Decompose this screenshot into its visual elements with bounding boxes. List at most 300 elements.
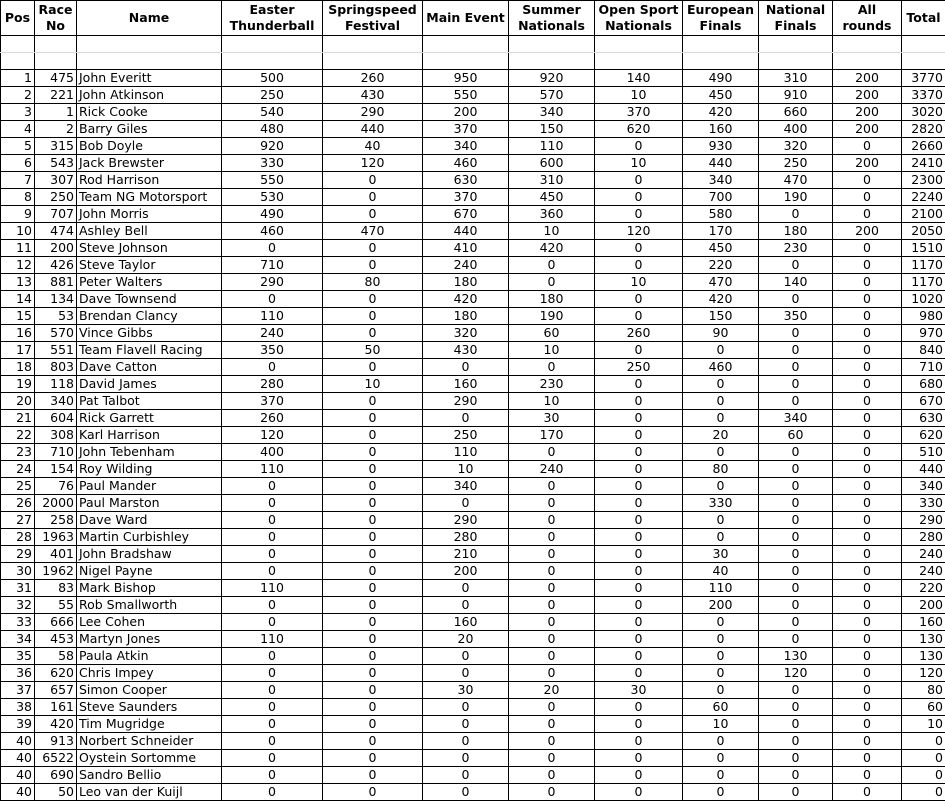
cell-european-finals[interactable]: 0 <box>683 614 759 631</box>
cell-race-no[interactable]: 134 <box>35 291 77 308</box>
cell-race-no[interactable]: 881 <box>35 274 77 291</box>
cell-springspeed-festival[interactable]: 0 <box>323 563 423 580</box>
cell-pos[interactable]: 26 <box>1 495 35 512</box>
cell-total[interactable]: 2820 <box>902 121 945 138</box>
cell-national-finals[interactable]: 230 <box>759 240 833 257</box>
cell-summer-nationals[interactable]: 20 <box>509 682 595 699</box>
cell-european-finals[interactable]: 200 <box>683 597 759 614</box>
cell-national-finals[interactable]: 0 <box>759 580 833 597</box>
cell-european-finals[interactable]: 160 <box>683 121 759 138</box>
cell-open-sport-nationals[interactable]: 0 <box>595 631 683 648</box>
cell-all-rounds[interactable]: 0 <box>833 444 902 461</box>
cell-national-finals[interactable]: 910 <box>759 87 833 104</box>
cell-european-finals[interactable]: 0 <box>683 393 759 410</box>
cell-easter-thunderball[interactable]: 260 <box>222 410 323 427</box>
cell-easter-thunderball[interactable]: 330 <box>222 155 323 172</box>
cell-main-event[interactable]: 0 <box>423 410 509 427</box>
cell-european-finals[interactable]: 90 <box>683 325 759 342</box>
cell-springspeed-festival[interactable]: 120 <box>323 155 423 172</box>
cell-name[interactable]: Karl Harrison <box>77 427 222 444</box>
header-summer-nationals[interactable]: Summer Nationals <box>509 1 595 36</box>
blank-cell[interactable] <box>323 53 423 70</box>
cell-main-event[interactable]: 180 <box>423 274 509 291</box>
cell-easter-thunderball[interactable]: 0 <box>222 495 323 512</box>
cell-open-sport-nationals[interactable]: 0 <box>595 138 683 155</box>
cell-all-rounds[interactable]: 0 <box>833 767 902 784</box>
cell-total[interactable]: 670 <box>902 393 945 410</box>
cell-national-finals[interactable]: 0 <box>759 257 833 274</box>
cell-national-finals[interactable]: 320 <box>759 138 833 155</box>
cell-pos[interactable]: 14 <box>1 291 35 308</box>
cell-easter-thunderball[interactable]: 0 <box>222 546 323 563</box>
cell-all-rounds[interactable]: 0 <box>833 393 902 410</box>
cell-race-no[interactable]: 803 <box>35 359 77 376</box>
cell-name[interactable]: Vince Gibbs <box>77 325 222 342</box>
cell-race-no[interactable]: 570 <box>35 325 77 342</box>
cell-european-finals[interactable]: 0 <box>683 784 759 801</box>
cell-open-sport-nationals[interactable]: 0 <box>595 206 683 223</box>
cell-easter-thunderball[interactable]: 0 <box>222 699 323 716</box>
cell-name[interactable]: Leo van der Kuijl <box>77 784 222 801</box>
cell-easter-thunderball[interactable]: 490 <box>222 206 323 223</box>
cell-national-finals[interactable]: 0 <box>759 512 833 529</box>
cell-race-no[interactable]: 474 <box>35 223 77 240</box>
cell-total[interactable]: 330 <box>902 495 945 512</box>
cell-open-sport-nationals[interactable]: 0 <box>595 495 683 512</box>
cell-race-no[interactable]: 1962 <box>35 563 77 580</box>
cell-springspeed-festival[interactable]: 0 <box>323 750 423 767</box>
cell-total[interactable]: 220 <box>902 580 945 597</box>
cell-springspeed-festival[interactable]: 10 <box>323 376 423 393</box>
cell-pos[interactable]: 3 <box>1 104 35 121</box>
cell-pos[interactable]: 37 <box>1 682 35 699</box>
cell-easter-thunderball[interactable]: 540 <box>222 104 323 121</box>
cell-national-finals[interactable]: 0 <box>759 614 833 631</box>
cell-easter-thunderball[interactable]: 370 <box>222 393 323 410</box>
cell-pos[interactable]: 38 <box>1 699 35 716</box>
cell-easter-thunderball[interactable]: 0 <box>222 665 323 682</box>
cell-european-finals[interactable]: 30 <box>683 546 759 563</box>
cell-pos[interactable]: 8 <box>1 189 35 206</box>
cell-main-event[interactable]: 20 <box>423 631 509 648</box>
blank-cell[interactable] <box>509 36 595 53</box>
cell-all-rounds[interactable]: 0 <box>833 138 902 155</box>
cell-national-finals[interactable]: 140 <box>759 274 833 291</box>
blank-cell[interactable] <box>833 36 902 53</box>
cell-summer-nationals[interactable]: 0 <box>509 597 595 614</box>
cell-all-rounds[interactable]: 0 <box>833 172 902 189</box>
cell-all-rounds[interactable]: 0 <box>833 410 902 427</box>
cell-all-rounds[interactable]: 0 <box>833 461 902 478</box>
cell-main-event[interactable]: 630 <box>423 172 509 189</box>
blank-cell[interactable] <box>35 36 77 53</box>
header-springspeed-festival[interactable]: Springspeed Festival <box>323 1 423 36</box>
cell-pos[interactable]: 30 <box>1 563 35 580</box>
cell-main-event[interactable]: 290 <box>423 393 509 410</box>
cell-total[interactable]: 510 <box>902 444 945 461</box>
cell-name[interactable]: Dave Catton <box>77 359 222 376</box>
cell-summer-nationals[interactable]: 180 <box>509 291 595 308</box>
cell-all-rounds[interactable]: 0 <box>833 614 902 631</box>
cell-name[interactable]: Martin Curbishley <box>77 529 222 546</box>
cell-easter-thunderball[interactable]: 460 <box>222 223 323 240</box>
cell-name[interactable]: Oystein Sortomme <box>77 750 222 767</box>
cell-all-rounds[interactable]: 200 <box>833 155 902 172</box>
cell-european-finals[interactable]: 0 <box>683 342 759 359</box>
cell-national-finals[interactable]: 0 <box>759 784 833 801</box>
cell-all-rounds[interactable]: 0 <box>833 206 902 223</box>
cell-pos[interactable]: 20 <box>1 393 35 410</box>
cell-open-sport-nationals[interactable]: 0 <box>595 665 683 682</box>
cell-easter-thunderball[interactable]: 480 <box>222 121 323 138</box>
cell-open-sport-nationals[interactable]: 0 <box>595 172 683 189</box>
cell-name[interactable]: Steve Taylor <box>77 257 222 274</box>
cell-open-sport-nationals[interactable]: 0 <box>595 393 683 410</box>
cell-name[interactable]: John Tebenham <box>77 444 222 461</box>
cell-main-event[interactable]: 440 <box>423 223 509 240</box>
cell-race-no[interactable]: 76 <box>35 478 77 495</box>
cell-main-event[interactable]: 200 <box>423 563 509 580</box>
cell-summer-nationals[interactable]: 0 <box>509 444 595 461</box>
cell-summer-nationals[interactable]: 170 <box>509 427 595 444</box>
cell-race-no[interactable]: 1963 <box>35 529 77 546</box>
cell-all-rounds[interactable]: 0 <box>833 359 902 376</box>
cell-national-finals[interactable]: 0 <box>759 750 833 767</box>
cell-main-event[interactable]: 340 <box>423 138 509 155</box>
cell-easter-thunderball[interactable]: 530 <box>222 189 323 206</box>
cell-pos[interactable]: 16 <box>1 325 35 342</box>
cell-summer-nationals[interactable]: 0 <box>509 529 595 546</box>
cell-race-no[interactable]: 604 <box>35 410 77 427</box>
cell-name[interactable]: Rob Smallworth <box>77 597 222 614</box>
cell-european-finals[interactable]: 0 <box>683 529 759 546</box>
cell-open-sport-nationals[interactable]: 0 <box>595 189 683 206</box>
cell-national-finals[interactable]: 0 <box>759 444 833 461</box>
cell-european-finals[interactable]: 0 <box>683 750 759 767</box>
cell-all-rounds[interactable]: 0 <box>833 478 902 495</box>
cell-race-no[interactable]: 154 <box>35 461 77 478</box>
cell-pos[interactable]: 2 <box>1 87 35 104</box>
cell-all-rounds[interactable]: 0 <box>833 750 902 767</box>
cell-european-finals[interactable]: 60 <box>683 699 759 716</box>
cell-pos[interactable]: 1 <box>1 70 35 87</box>
cell-race-no[interactable]: 53 <box>35 308 77 325</box>
cell-total[interactable]: 3370 <box>902 87 945 104</box>
cell-easter-thunderball[interactable]: 110 <box>222 461 323 478</box>
cell-easter-thunderball[interactable]: 350 <box>222 342 323 359</box>
cell-all-rounds[interactable]: 0 <box>833 189 902 206</box>
cell-total[interactable]: 840 <box>902 342 945 359</box>
blank-cell[interactable] <box>595 36 683 53</box>
cell-all-rounds[interactable]: 0 <box>833 597 902 614</box>
cell-national-finals[interactable]: 0 <box>759 546 833 563</box>
cell-springspeed-festival[interactable]: 0 <box>323 359 423 376</box>
cell-race-no[interactable]: 308 <box>35 427 77 444</box>
blank-cell[interactable] <box>1 53 35 70</box>
cell-main-event[interactable]: 0 <box>423 495 509 512</box>
cell-open-sport-nationals[interactable]: 0 <box>595 427 683 444</box>
cell-all-rounds[interactable]: 0 <box>833 325 902 342</box>
cell-open-sport-nationals[interactable]: 0 <box>595 512 683 529</box>
cell-all-rounds[interactable]: 0 <box>833 716 902 733</box>
cell-total[interactable]: 2240 <box>902 189 945 206</box>
cell-summer-nationals[interactable]: 230 <box>509 376 595 393</box>
cell-european-finals[interactable]: 450 <box>683 87 759 104</box>
cell-national-finals[interactable]: 0 <box>759 393 833 410</box>
cell-open-sport-nationals[interactable]: 0 <box>595 597 683 614</box>
header-total[interactable]: Total <box>902 1 945 36</box>
header-pos[interactable]: Pos <box>1 1 35 36</box>
cell-race-no[interactable]: 258 <box>35 512 77 529</box>
cell-easter-thunderball[interactable]: 120 <box>222 427 323 444</box>
cell-main-event[interactable]: 460 <box>423 155 509 172</box>
cell-open-sport-nationals[interactable]: 0 <box>595 478 683 495</box>
cell-national-finals[interactable]: 470 <box>759 172 833 189</box>
cell-european-finals[interactable]: 490 <box>683 70 759 87</box>
cell-total[interactable]: 160 <box>902 614 945 631</box>
cell-main-event[interactable]: 290 <box>423 512 509 529</box>
cell-total[interactable]: 3020 <box>902 104 945 121</box>
cell-easter-thunderball[interactable]: 0 <box>222 478 323 495</box>
cell-all-rounds[interactable]: 0 <box>833 699 902 716</box>
cell-summer-nationals[interactable]: 0 <box>509 614 595 631</box>
cell-main-event[interactable]: 0 <box>423 648 509 665</box>
cell-open-sport-nationals[interactable]: 0 <box>595 699 683 716</box>
cell-total[interactable]: 0 <box>902 767 945 784</box>
cell-easter-thunderball[interactable]: 280 <box>222 376 323 393</box>
cell-name[interactable]: Bob Doyle <box>77 138 222 155</box>
cell-race-no[interactable]: 420 <box>35 716 77 733</box>
cell-all-rounds[interactable]: 0 <box>833 257 902 274</box>
cell-national-finals[interactable]: 400 <box>759 121 833 138</box>
cell-summer-nationals[interactable]: 0 <box>509 665 595 682</box>
cell-springspeed-festival[interactable]: 0 <box>323 529 423 546</box>
cell-open-sport-nationals[interactable]: 0 <box>595 240 683 257</box>
cell-race-no[interactable]: 620 <box>35 665 77 682</box>
cell-race-no[interactable]: 913 <box>35 733 77 750</box>
cell-name[interactable]: Nigel Payne <box>77 563 222 580</box>
cell-total[interactable]: 240 <box>902 563 945 580</box>
cell-springspeed-festival[interactable]: 0 <box>323 172 423 189</box>
cell-springspeed-festival[interactable]: 80 <box>323 274 423 291</box>
cell-race-no[interactable]: 250 <box>35 189 77 206</box>
cell-total[interactable]: 710 <box>902 359 945 376</box>
header-open-sport-nationals[interactable]: Open Sport Nationals <box>595 1 683 36</box>
blank-cell[interactable] <box>683 36 759 53</box>
cell-total[interactable]: 630 <box>902 410 945 427</box>
cell-european-finals[interactable]: 0 <box>683 648 759 665</box>
cell-name[interactable]: John Morris <box>77 206 222 223</box>
cell-total[interactable]: 2300 <box>902 172 945 189</box>
cell-main-event[interactable]: 420 <box>423 291 509 308</box>
cell-european-finals[interactable]: 340 <box>683 172 759 189</box>
cell-total[interactable]: 1170 <box>902 257 945 274</box>
cell-pos[interactable]: 10 <box>1 223 35 240</box>
cell-all-rounds[interactable]: 0 <box>833 529 902 546</box>
cell-name[interactable]: Ashley Bell <box>77 223 222 240</box>
cell-easter-thunderball[interactable]: 0 <box>222 750 323 767</box>
cell-summer-nationals[interactable]: 0 <box>509 495 595 512</box>
cell-european-finals[interactable]: 460 <box>683 359 759 376</box>
cell-main-event[interactable]: 160 <box>423 614 509 631</box>
cell-all-rounds[interactable]: 0 <box>833 648 902 665</box>
cell-total[interactable]: 680 <box>902 376 945 393</box>
cell-total[interactable]: 970 <box>902 325 945 342</box>
cell-pos[interactable]: 23 <box>1 444 35 461</box>
cell-all-rounds[interactable]: 200 <box>833 87 902 104</box>
cell-open-sport-nationals[interactable]: 10 <box>595 274 683 291</box>
cell-name[interactable]: Jack Brewster <box>77 155 222 172</box>
cell-european-finals[interactable]: 580 <box>683 206 759 223</box>
cell-european-finals[interactable]: 170 <box>683 223 759 240</box>
cell-pos[interactable]: 21 <box>1 410 35 427</box>
cell-open-sport-nationals[interactable]: 0 <box>595 308 683 325</box>
cell-pos[interactable]: 27 <box>1 512 35 529</box>
cell-european-finals[interactable]: 930 <box>683 138 759 155</box>
cell-national-finals[interactable]: 340 <box>759 410 833 427</box>
cell-springspeed-festival[interactable]: 290 <box>323 104 423 121</box>
cell-easter-thunderball[interactable]: 0 <box>222 784 323 801</box>
cell-pos[interactable]: 40 <box>1 733 35 750</box>
cell-european-finals[interactable]: 450 <box>683 240 759 257</box>
cell-all-rounds[interactable]: 0 <box>833 580 902 597</box>
cell-open-sport-nationals[interactable]: 0 <box>595 257 683 274</box>
cell-pos[interactable]: 18 <box>1 359 35 376</box>
cell-main-event[interactable]: 0 <box>423 699 509 716</box>
cell-springspeed-festival[interactable]: 470 <box>323 223 423 240</box>
cell-total[interactable]: 130 <box>902 648 945 665</box>
cell-springspeed-festival[interactable]: 0 <box>323 682 423 699</box>
cell-summer-nationals[interactable]: 420 <box>509 240 595 257</box>
cell-national-finals[interactable]: 0 <box>759 359 833 376</box>
blank-cell[interactable] <box>833 53 902 70</box>
cell-summer-nationals[interactable]: 190 <box>509 308 595 325</box>
cell-springspeed-festival[interactable]: 0 <box>323 580 423 597</box>
cell-summer-nationals[interactable]: 570 <box>509 87 595 104</box>
cell-name[interactable]: Steve Johnson <box>77 240 222 257</box>
cell-total[interactable]: 2050 <box>902 223 945 240</box>
cell-race-no[interactable]: 161 <box>35 699 77 716</box>
cell-main-event[interactable]: 370 <box>423 189 509 206</box>
cell-name[interactable]: John Atkinson <box>77 87 222 104</box>
cell-european-finals[interactable]: 40 <box>683 563 759 580</box>
cell-pos[interactable]: 12 <box>1 257 35 274</box>
cell-total[interactable]: 2660 <box>902 138 945 155</box>
cell-open-sport-nationals[interactable]: 30 <box>595 682 683 699</box>
cell-race-no[interactable]: 118 <box>35 376 77 393</box>
cell-easter-thunderball[interactable]: 110 <box>222 631 323 648</box>
cell-pos[interactable]: 19 <box>1 376 35 393</box>
cell-race-no[interactable]: 200 <box>35 240 77 257</box>
cell-main-event[interactable]: 180 <box>423 308 509 325</box>
cell-pos[interactable]: 5 <box>1 138 35 155</box>
cell-open-sport-nationals[interactable]: 0 <box>595 529 683 546</box>
cell-race-no[interactable]: 307 <box>35 172 77 189</box>
cell-national-finals[interactable]: 0 <box>759 716 833 733</box>
cell-all-rounds[interactable]: 200 <box>833 223 902 240</box>
cell-race-no[interactable]: 401 <box>35 546 77 563</box>
cell-european-finals[interactable]: 470 <box>683 274 759 291</box>
cell-easter-thunderball[interactable]: 0 <box>222 767 323 784</box>
cell-springspeed-festival[interactable]: 0 <box>323 597 423 614</box>
cell-easter-thunderball[interactable]: 0 <box>222 648 323 665</box>
cell-easter-thunderball[interactable]: 0 <box>222 733 323 750</box>
cell-open-sport-nationals[interactable]: 0 <box>595 648 683 665</box>
cell-european-finals[interactable]: 110 <box>683 580 759 597</box>
cell-springspeed-festival[interactable]: 0 <box>323 716 423 733</box>
cell-european-finals[interactable]: 150 <box>683 308 759 325</box>
cell-easter-thunderball[interactable]: 920 <box>222 138 323 155</box>
cell-easter-thunderball[interactable]: 0 <box>222 614 323 631</box>
cell-pos[interactable]: 25 <box>1 478 35 495</box>
cell-main-event[interactable]: 0 <box>423 716 509 733</box>
cell-summer-nationals[interactable]: 0 <box>509 563 595 580</box>
cell-springspeed-festival[interactable]: 0 <box>323 512 423 529</box>
cell-summer-nationals[interactable]: 0 <box>509 512 595 529</box>
cell-national-finals[interactable]: 0 <box>759 495 833 512</box>
cell-open-sport-nationals[interactable]: 10 <box>595 87 683 104</box>
cell-easter-thunderball[interactable]: 0 <box>222 240 323 257</box>
cell-national-finals[interactable]: 310 <box>759 70 833 87</box>
cell-summer-nationals[interactable]: 0 <box>509 546 595 563</box>
cell-summer-nationals[interactable]: 600 <box>509 155 595 172</box>
cell-name[interactable]: Sandro Bellio <box>77 767 222 784</box>
cell-easter-thunderball[interactable]: 710 <box>222 257 323 274</box>
cell-main-event[interactable]: 410 <box>423 240 509 257</box>
cell-name[interactable]: Paula Atkin <box>77 648 222 665</box>
blank-cell[interactable] <box>759 36 833 53</box>
cell-summer-nationals[interactable]: 310 <box>509 172 595 189</box>
blank-cell[interactable] <box>683 53 759 70</box>
cell-summer-nationals[interactable]: 0 <box>509 648 595 665</box>
cell-all-rounds[interactable]: 200 <box>833 121 902 138</box>
cell-pos[interactable]: 15 <box>1 308 35 325</box>
cell-springspeed-festival[interactable]: 0 <box>323 546 423 563</box>
cell-national-finals[interactable]: 130 <box>759 648 833 665</box>
cell-total[interactable]: 1020 <box>902 291 945 308</box>
cell-all-rounds[interactable]: 0 <box>833 631 902 648</box>
cell-main-event[interactable]: 0 <box>423 359 509 376</box>
blank-cell[interactable] <box>1 36 35 53</box>
cell-pos[interactable]: 29 <box>1 546 35 563</box>
blank-cell[interactable] <box>77 36 222 53</box>
cell-easter-thunderball[interactable]: 110 <box>222 308 323 325</box>
blank-cell[interactable] <box>323 36 423 53</box>
cell-european-finals[interactable]: 0 <box>683 376 759 393</box>
cell-summer-nationals[interactable]: 150 <box>509 121 595 138</box>
cell-springspeed-festival[interactable]: 0 <box>323 461 423 478</box>
cell-pos[interactable]: 32 <box>1 597 35 614</box>
cell-race-no[interactable]: 657 <box>35 682 77 699</box>
cell-main-event[interactable]: 210 <box>423 546 509 563</box>
header-all-rounds[interactable]: All rounds <box>833 1 902 36</box>
cell-summer-nationals[interactable]: 10 <box>509 393 595 410</box>
cell-european-finals[interactable]: 0 <box>683 478 759 495</box>
cell-open-sport-nationals[interactable]: 0 <box>595 546 683 563</box>
cell-easter-thunderball[interactable]: 0 <box>222 682 323 699</box>
cell-pos[interactable]: 40 <box>1 750 35 767</box>
cell-pos[interactable]: 9 <box>1 206 35 223</box>
cell-total[interactable]: 130 <box>902 631 945 648</box>
cell-springspeed-festival[interactable]: 0 <box>323 410 423 427</box>
cell-name[interactable]: Rick Garrett <box>77 410 222 427</box>
cell-total[interactable]: 120 <box>902 665 945 682</box>
cell-springspeed-festival[interactable]: 0 <box>323 495 423 512</box>
cell-pos[interactable]: 24 <box>1 461 35 478</box>
cell-open-sport-nationals[interactable]: 370 <box>595 104 683 121</box>
cell-springspeed-festival[interactable]: 0 <box>323 291 423 308</box>
cell-national-finals[interactable]: 190 <box>759 189 833 206</box>
